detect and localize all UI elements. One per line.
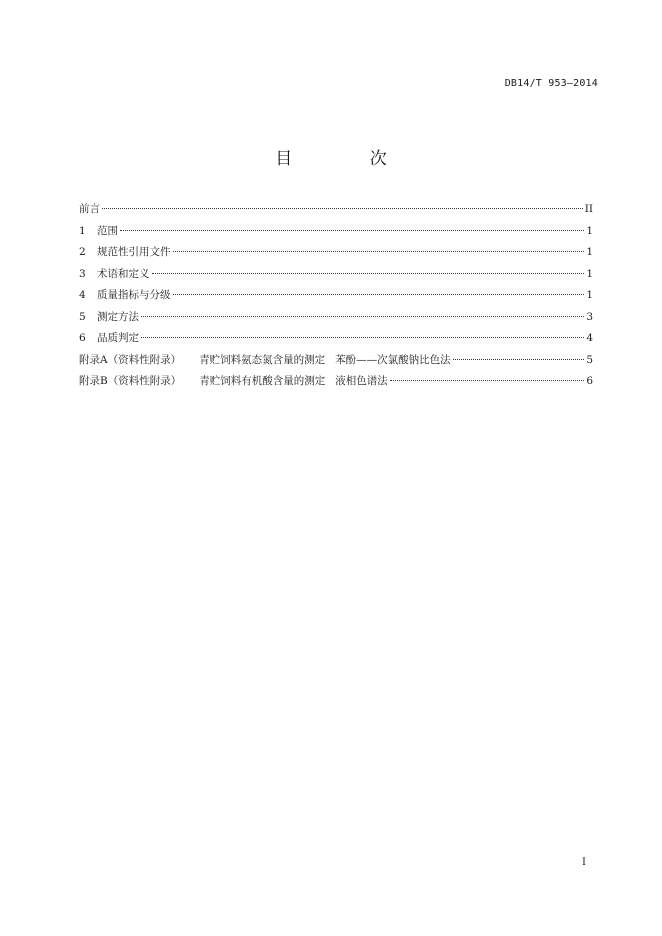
toc-page-number: 5 — [586, 353, 593, 366]
toc-page-number: 1 — [586, 246, 593, 258]
toc-entry-5[interactable] — [79, 307, 593, 329]
toc-label: 规范性引用文件 — [97, 246, 171, 258]
toc-label: 前言 — [79, 203, 100, 215]
toc-leader-dots — [102, 208, 583, 209]
toc-appendix-label — [79, 350, 451, 372]
standard-code: DB14/T 953—2014 — [504, 78, 598, 89]
toc-entry-1[interactable] — [79, 221, 593, 243]
toc-page-number: 6 — [586, 375, 593, 387]
toc-label: 测定方法 — [97, 310, 139, 323]
toc-number: 6 — [79, 332, 86, 344]
toc-page-number: 1 — [586, 267, 593, 280]
toc-leader-dots — [141, 316, 584, 317]
toc-leader-dots — [152, 273, 585, 274]
toc-entry-2[interactable] — [79, 242, 593, 264]
toc-appendix-tag: 附录B（资料性附录） — [79, 375, 182, 387]
page-number: I — [582, 857, 586, 868]
toc-label: 品质判定 — [97, 332, 139, 344]
toc-number: 5 — [79, 310, 86, 323]
page-title: 目 次 — [275, 149, 423, 169]
toc-appendix-label — [79, 371, 388, 393]
toc-page-number: 4 — [586, 332, 593, 344]
toc-entry-appendix-b[interactable] — [79, 371, 593, 393]
toc-label: 质量指标与分级 — [97, 289, 171, 301]
toc-appendix-tag: 附录A（资料性附录） — [79, 353, 182, 366]
toc-leader-dots — [453, 359, 585, 360]
toc-page-number: 1 — [586, 289, 593, 301]
toc-leader-dots — [141, 337, 584, 338]
table-of-contents — [79, 199, 593, 393]
toc-entry-3[interactable] — [79, 264, 593, 286]
toc-appendix-method: 液相色谱法 — [335, 375, 388, 387]
toc-label: 术语和定义 — [97, 267, 150, 280]
toc-leader-dots — [173, 251, 585, 252]
toc-number: 2 — [79, 246, 86, 258]
toc-appendix-title: 青贮饲料有机酸含量的测定 — [199, 375, 326, 387]
toc-number: 1 — [79, 224, 86, 237]
toc-leader-dots — [120, 230, 584, 231]
toc-entry-4[interactable] — [79, 285, 593, 307]
toc-number: 3 — [79, 267, 86, 280]
toc-page-number: 3 — [586, 310, 593, 323]
toc-entry-appendix-a[interactable] — [79, 350, 593, 372]
toc-page-number: II — [584, 203, 593, 215]
toc-leader-dots — [173, 294, 585, 295]
toc-entry-6[interactable] — [79, 328, 593, 350]
toc-appendix-title: 青贮饲料氨态氮含量的测定 — [199, 353, 326, 366]
toc-entry-foreword[interactable] — [79, 199, 593, 221]
toc-page-number: 1 — [586, 224, 593, 237]
toc-appendix-method: 苯酚——次氯酸钠比色法 — [335, 353, 451, 366]
toc-number: 4 — [79, 289, 86, 301]
toc-label: 范围 — [97, 224, 118, 237]
toc-leader-dots — [390, 380, 585, 381]
